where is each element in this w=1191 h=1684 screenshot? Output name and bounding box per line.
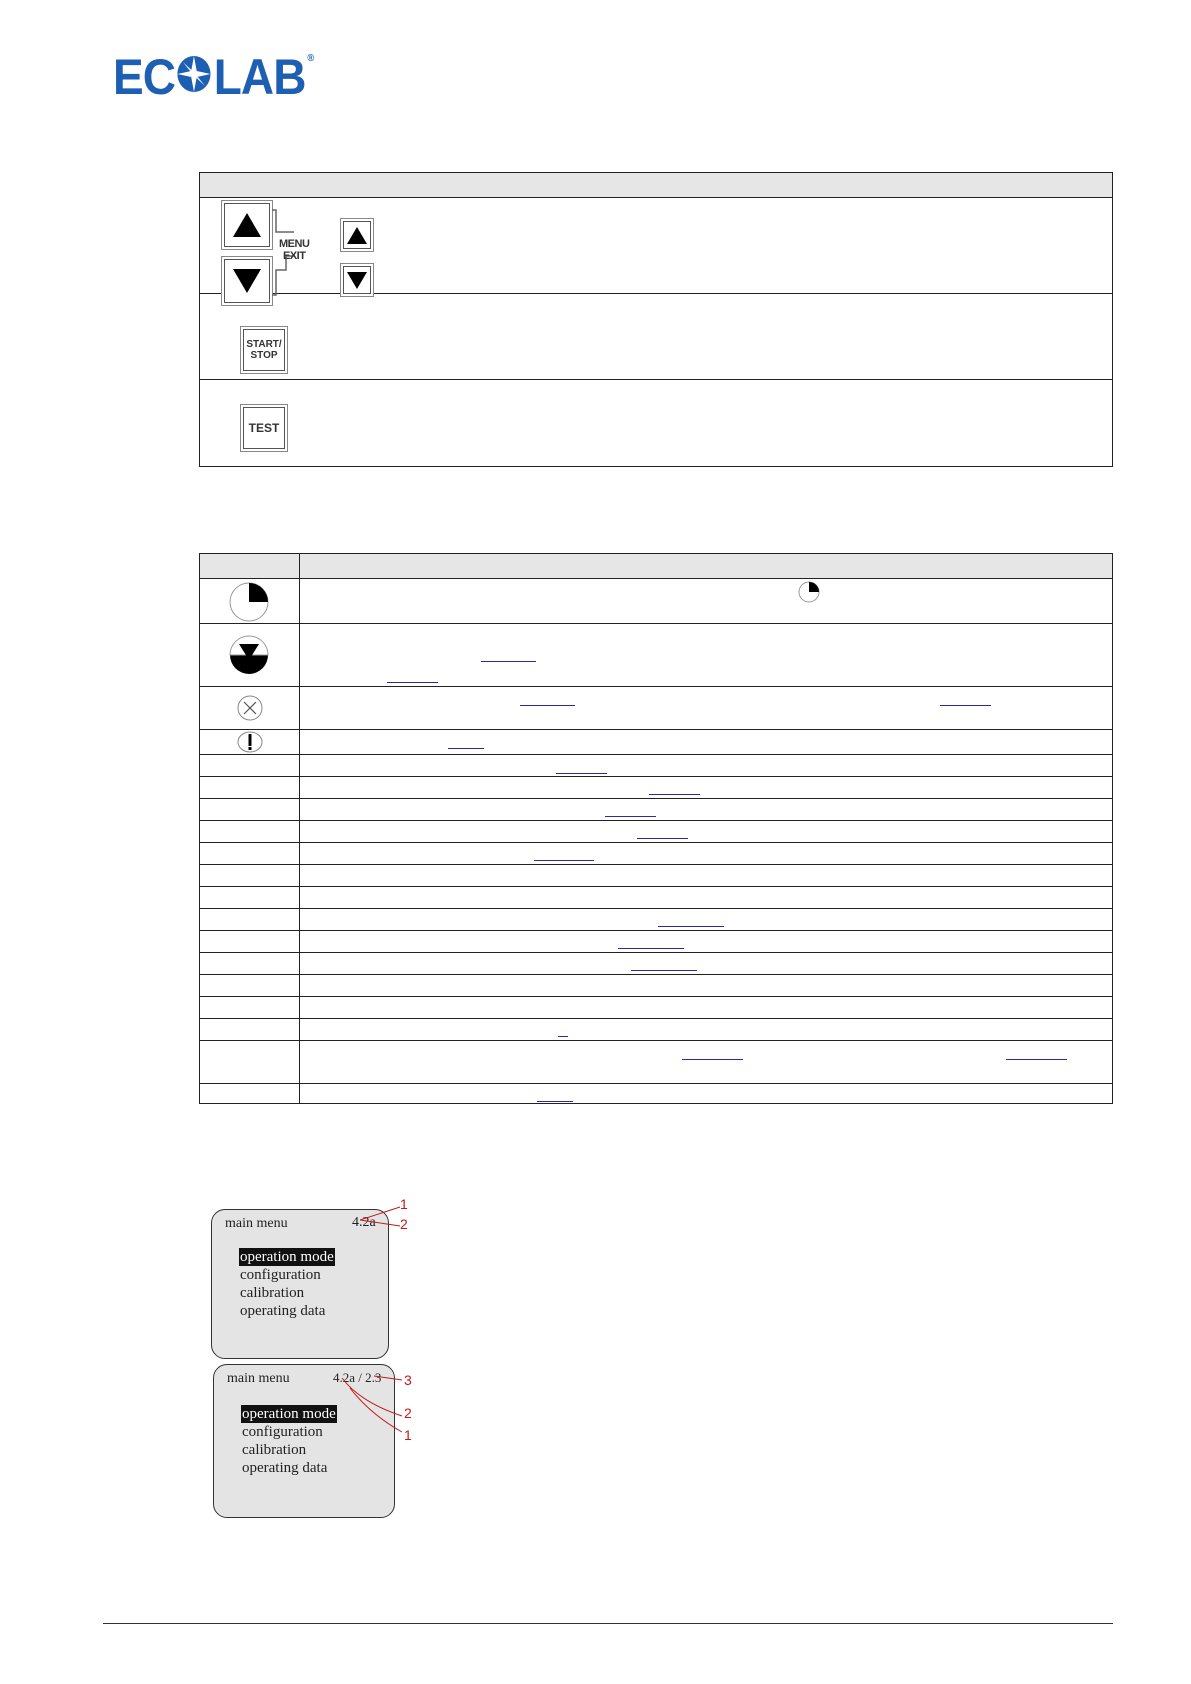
row-divider xyxy=(200,729,1112,730)
down-arrow-icon xyxy=(347,272,367,289)
symbols-table xyxy=(199,553,1113,1104)
row-divider xyxy=(200,1040,1112,1041)
menu-label: MENU xyxy=(279,238,310,250)
menu-item-calibration[interactable]: calibration xyxy=(240,1285,305,1301)
keys-table-row-divider xyxy=(200,379,1112,380)
row-divider xyxy=(200,886,1112,887)
menu-item-configuration[interactable]: configuration xyxy=(242,1424,323,1440)
down-arrow-key[interactable] xyxy=(221,256,273,306)
reference-link[interactable] xyxy=(537,1101,573,1102)
menu-item-calibration[interactable]: calibration xyxy=(242,1442,307,1458)
footer-divider xyxy=(103,1623,1113,1624)
up-arrow-icon xyxy=(233,213,261,237)
callout-2: 2 xyxy=(400,1216,408,1232)
keys-table xyxy=(199,172,1113,467)
reference-link[interactable] xyxy=(605,816,656,817)
menu-item-operation-mode[interactable]: operation mode xyxy=(240,1249,334,1265)
down-triangle-circle-icon xyxy=(229,635,269,675)
reference-link[interactable] xyxy=(556,773,607,774)
screen-title: main menu xyxy=(227,1371,290,1386)
screen-menu-code: 4.2a / 2.3 xyxy=(333,1370,382,1385)
test-key[interactable] xyxy=(240,404,288,452)
row-divider xyxy=(200,820,1112,821)
small-quarter-pie-icon xyxy=(798,581,820,603)
screen-2-callout-lines xyxy=(330,1374,410,1440)
row-divider xyxy=(200,908,1112,909)
warning-exclamation-icon xyxy=(237,731,263,753)
reference-link[interactable] xyxy=(658,926,724,927)
menu-item-operating-data[interactable]: operating data xyxy=(240,1303,326,1319)
callout-2: 2 xyxy=(404,1405,412,1421)
row-divider xyxy=(200,686,1112,687)
row-divider xyxy=(200,952,1112,953)
screen-menu-code: 4.2a xyxy=(352,1215,376,1230)
reference-link[interactable] xyxy=(481,661,536,662)
menu-item-configuration[interactable]: configuration xyxy=(240,1267,321,1283)
start-stop-label-2: STOP xyxy=(250,350,278,361)
row-divider xyxy=(200,1083,1112,1084)
reference-link[interactable] xyxy=(387,682,438,683)
row-divider xyxy=(200,754,1112,755)
small-up-arrow-key[interactable] xyxy=(340,218,374,252)
screen-title: main menu xyxy=(225,1216,288,1231)
callout-3: 3 xyxy=(404,1372,412,1388)
down-arrow-icon xyxy=(233,269,261,293)
reference-link[interactable] xyxy=(558,1036,568,1037)
reference-link[interactable] xyxy=(448,748,484,749)
reference-link[interactable] xyxy=(618,948,684,949)
test-label: TEST xyxy=(248,420,280,435)
symbols-table-header xyxy=(200,554,1112,579)
start-stop-label-1: START/ xyxy=(246,339,282,350)
error-x-circle-icon xyxy=(237,695,263,721)
registered-mark: ® xyxy=(307,53,314,64)
logo-text-lab: LAB xyxy=(213,49,306,105)
reference-link[interactable] xyxy=(1006,1059,1067,1060)
menu-item-operating-data[interactable]: operating data xyxy=(242,1460,328,1476)
logo-text-ec: EC xyxy=(113,49,176,105)
reference-link[interactable] xyxy=(534,860,594,861)
up-arrow-icon xyxy=(347,227,367,244)
keys-table-header xyxy=(200,173,1112,198)
start-stop-key[interactable] xyxy=(240,326,288,374)
logo-star-icon xyxy=(176,52,213,96)
reference-link[interactable] xyxy=(520,705,575,706)
quarter-pie-icon xyxy=(229,582,269,622)
symbols-table-column-divider xyxy=(299,554,300,1103)
reference-link[interactable] xyxy=(649,794,700,795)
reference-link[interactable] xyxy=(631,970,697,971)
up-arrow-key[interactable] xyxy=(221,200,273,250)
row-divider xyxy=(200,974,1112,975)
row-divider xyxy=(200,776,1112,777)
ecolab-logo xyxy=(113,49,314,105)
reference-link[interactable] xyxy=(682,1059,743,1060)
row-divider xyxy=(200,623,1112,624)
reference-link[interactable] xyxy=(940,705,991,706)
row-divider xyxy=(200,864,1112,865)
row-divider xyxy=(200,996,1112,997)
row-divider xyxy=(200,930,1112,931)
row-divider xyxy=(200,798,1112,799)
menu-item-operation-mode[interactable]: operation mode xyxy=(242,1406,336,1422)
keys-table-row-divider xyxy=(200,293,1112,294)
row-divider xyxy=(200,1018,1112,1019)
callout-1: 1 xyxy=(404,1427,412,1443)
row-divider xyxy=(200,842,1112,843)
reference-link[interactable] xyxy=(637,838,688,839)
callout-1: 1 xyxy=(400,1196,408,1212)
exit-label: EXIT xyxy=(283,250,306,262)
small-down-arrow-key[interactable] xyxy=(340,263,374,297)
